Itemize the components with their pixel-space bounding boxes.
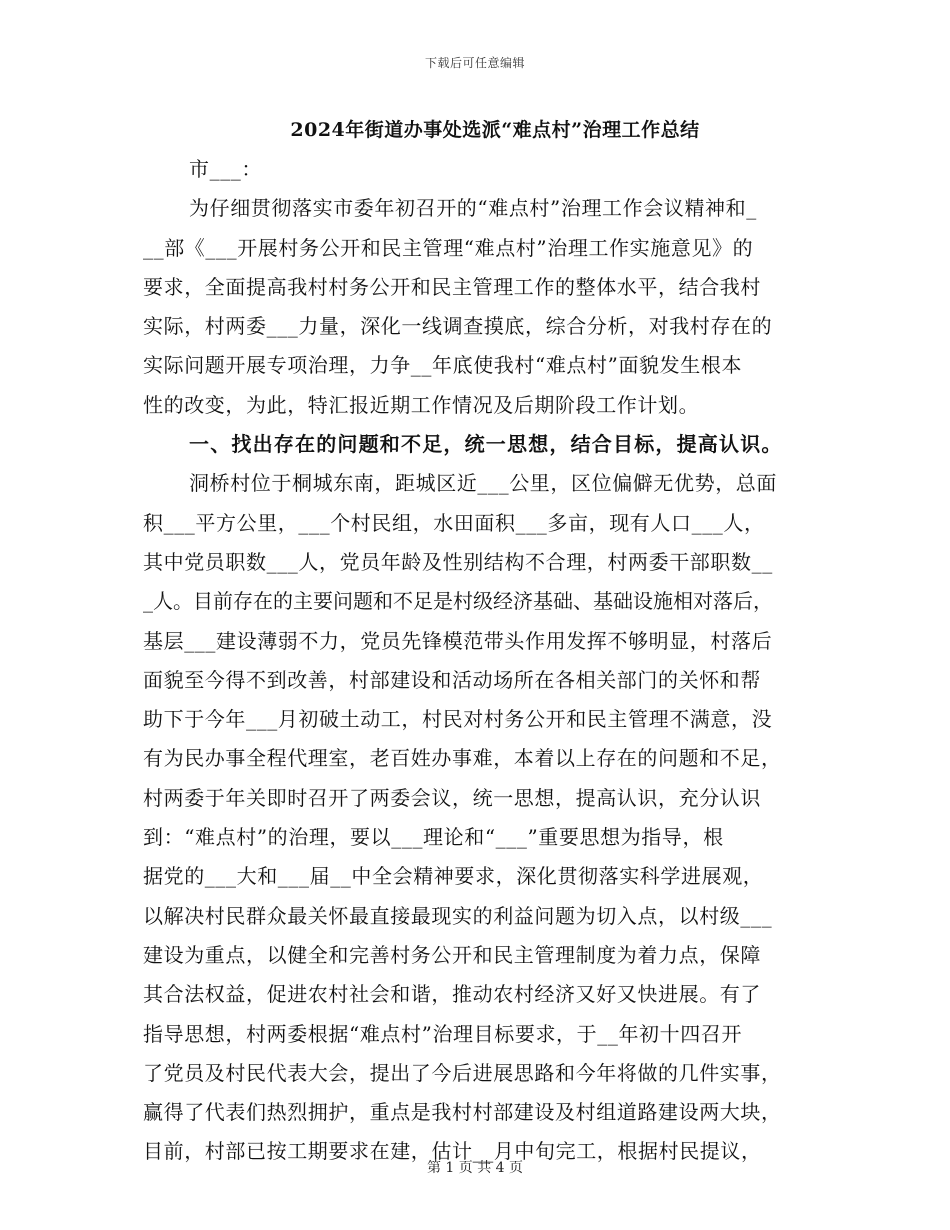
paragraph-line: 据党的___大和___届__中全会精神要求，深化贯彻落实科学进展观， (143, 864, 764, 889)
paragraph-line: 实际，村两委___力量，深化一线调查摸底，综合分析，对我村存在的 (143, 314, 773, 339)
paragraph-line: 建设为重点，以健全和完善村务公开和民主管理制度为着力点，保障 (143, 942, 761, 967)
paragraph-line: 为仔细贯彻落实市委年初召开的“难点村”治理工作会议精神和_ (189, 196, 757, 221)
paragraph-line: 积___平方公里，___个村民组，水田面积___多亩，现有人口___人， (143, 510, 765, 535)
paragraph-line: 有为民办事全程代理室，老百姓办事难，本着以上存在的问题和不足， (143, 746, 782, 771)
paragraph-line: 性的改变，为此，特汇报近期工作情况及后期阶段工作计划。 (143, 392, 700, 417)
paragraph-line: 村两委于年关即时召开了两委会议，统一思想，提高认识，充分认识 (143, 785, 761, 810)
paragraph-line: 以解决村民群众最关怀最直接最现实的利益问题为切入点，以村级___ (143, 903, 773, 928)
paragraph-line: 赢得了代表们热烈拥护，重点是我村村部建设及村组道路建设两大块， (143, 1100, 782, 1125)
paragraph-line: 指导思想，村两委根据“难点村”治理目标要求，于__年初十四召开 (143, 1021, 743, 1046)
document-body (143, 150, 823, 1172)
paragraph-line: 目前，村部已按工期要求在建，估计__月中旬完工，根据村民提议， (143, 1139, 762, 1164)
paragraph-line: _人。目前存在的主要问题和不足是村级经济基础、基础设施相对落后， (143, 589, 773, 614)
paragraph-line: 助下于今年___月初破土动工，村民对村务公开和民主管理不满意，没 (143, 707, 773, 732)
paragraph-line: 其中党员职数___人，党员年龄及性别结构不合理，村两委干部职数__ (143, 549, 773, 574)
paragraph-line: 要求，全面提高我村村务公开和民主管理工作的整体水平，结合我村 (143, 274, 761, 299)
paragraph-line: 实际问题开展专项治理，力争__年底使我村“难点村”面貌发生根本 (143, 353, 743, 378)
page-title: 2024年街道办事处选派“难点村”治理工作总结 (290, 119, 700, 141)
paragraph-line: 其合法权益，促进农村社会和谐，推动农村经济又好又快进展。有了 (143, 982, 761, 1007)
salutation-line: 市___： (189, 157, 262, 181)
paragraph-line: 到：“难点村”的治理，要以___理论和“___”重要思想为指导，根 (143, 825, 724, 850)
paragraph-line: 面貌至今得不到改善，村部建设和活动场所在各相关部门的关怀和帮 (143, 667, 761, 692)
page-number: 第 1 页 共 4 页 (426, 1160, 524, 1176)
paragraph-line: 了党员及村民代表大会，提出了今后进展思路和今年将做的几件实事， (143, 1060, 782, 1085)
paragraph-line: __部《___开展村务公开和民主管理“难点村”治理工作实施意见》的 (143, 235, 754, 260)
header-note: 下载后可任意编辑 (424, 56, 525, 70)
paragraph-line: 洞桥村位于桐城东南，距城区近___公里，区位偏僻无优势，总面 (189, 471, 777, 496)
paragraph-line: 基层___建设薄弱不力，党员先锋模范带头作用发挥不够明显，村落后 (143, 628, 773, 653)
section-heading: 一、找出存在的问题和不足，统一思想，结合目标，提高认识。 (189, 432, 783, 457)
